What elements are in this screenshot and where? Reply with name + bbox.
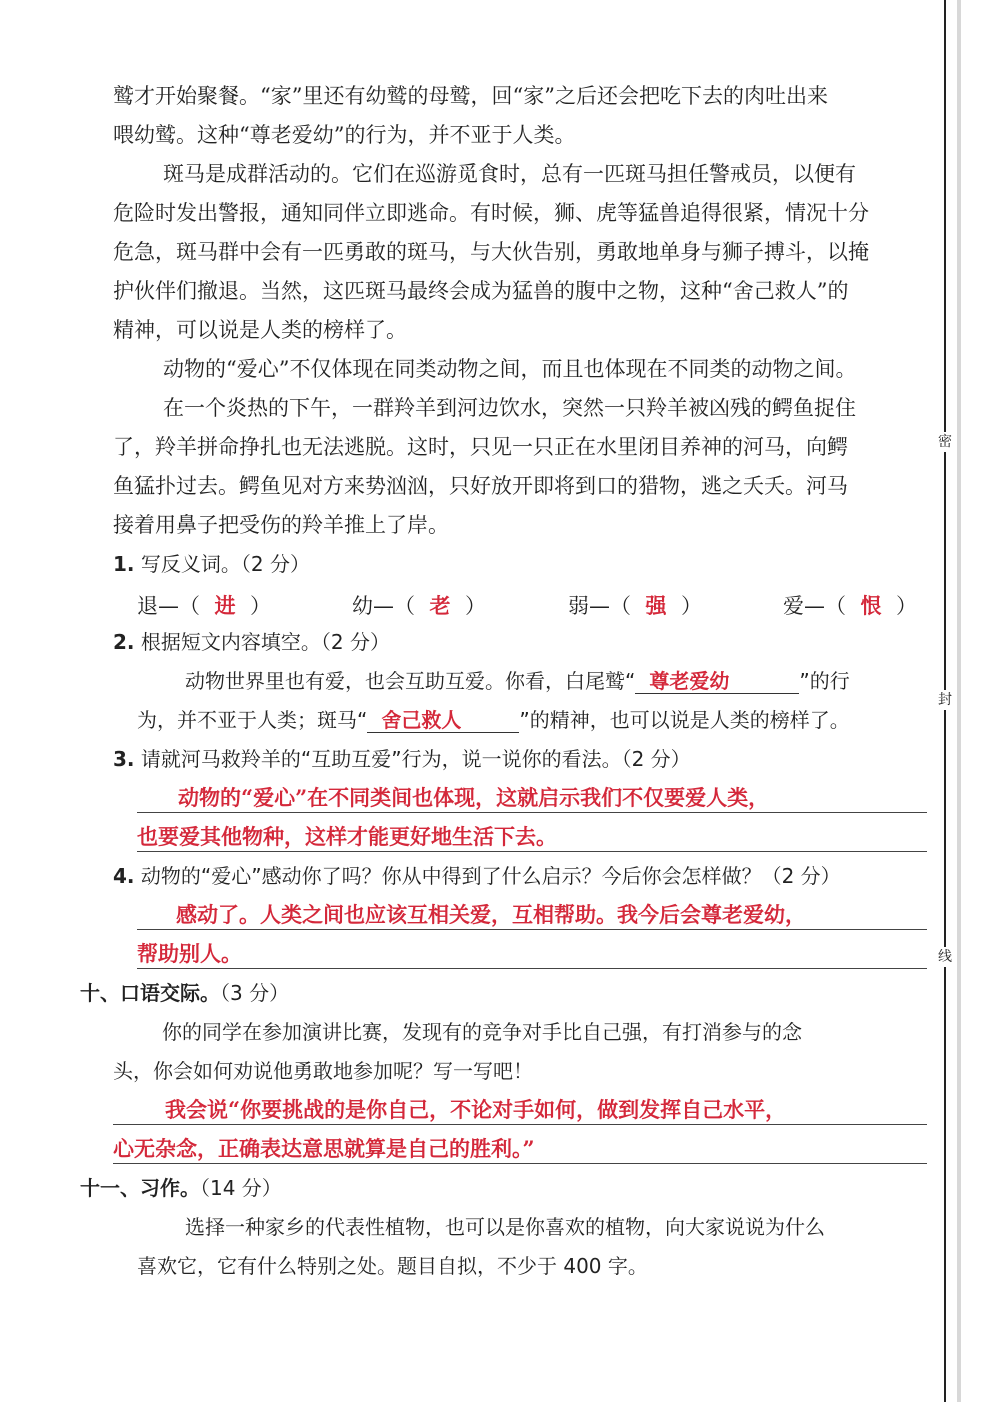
q2-prompt: [113, 630, 928, 654]
q2-line2-post: ”的精神，也可以说是人类的榜样了。: [519, 708, 850, 732]
q4-number: 4.: [113, 864, 135, 888]
antonym-word-3: 弱—（: [568, 594, 631, 618]
seal-mark-mi: 密: [935, 432, 955, 452]
section-10-answer-rule-1: [113, 1124, 927, 1125]
q1-number: 1.: [113, 552, 135, 576]
passage-line-6: 护伙伴们撤退。当然，这匹斑马最终会成为猛兽的腹中之物，这种“舍己救人”的: [113, 279, 849, 303]
q2-line2-pre: 为，并不亚于人类；斑马“: [137, 708, 368, 732]
antonym-pair-2: [352, 590, 486, 620]
section-10-answer-line-1[interactable]: 我会说“你要挑战的是你自己，不论对手如何，做到发挥自己水平，: [165, 1098, 787, 1122]
q4-answer-rule-1: [137, 929, 927, 930]
section-10-title: 十、口语交际。: [80, 981, 220, 1005]
antonym-pair-1: [137, 590, 271, 620]
section-10-answer-line-2[interactable]: 心无杂念，正确表达意思就算是自己的胜利。”: [113, 1137, 535, 1161]
antonym-pair-3: [568, 590, 702, 620]
passage-line-10: 了，羚羊拼命挣扎也无法逃脱。这时，只见一只正在水里闭目养神的河马，向鳄: [113, 435, 848, 459]
q1-prompt: [113, 552, 928, 576]
section-11-prompt-1: 选择一种家乡的代表性植物，也可以是你喜欢的植物，向大家说说为什么: [185, 1215, 825, 1239]
seal-mark-xian: 线: [935, 947, 955, 967]
q2-number: 2.: [113, 630, 135, 654]
passage-line-1: 鹫才开始聚餐。“家”里还有幼鹫的母鹫，回“家”之后还会把吃下去的肉吐出来: [113, 84, 828, 108]
section-11-title: 十一、习作。: [80, 1176, 200, 1200]
passage-line-12: 接着用鼻子把受伤的羚羊推上了岸。: [113, 513, 449, 537]
antonym-pair-4: [783, 590, 917, 620]
section-11-heading: [80, 1176, 895, 1200]
q2-text: 根据短文内容填空。（2 分）: [140, 630, 390, 654]
seal-mark-feng: 封: [935, 690, 955, 710]
antonym-word-4: 爱—（: [783, 594, 846, 618]
antonym-answer-3[interactable]: 强: [645, 594, 667, 618]
q3-answer-rule-1: [137, 812, 927, 813]
section-10-score: （3 分）: [220, 981, 290, 1005]
passage-line-5: 危急，斑马群中会有一匹勇敢的斑马，与大伙告别，勇敢地单身与狮子搏斗，以掩: [113, 240, 869, 264]
passage-line-7: 精神，可以说是人类的榜样了。: [113, 318, 407, 342]
antonym-close-2: ）: [465, 594, 486, 618]
passage-line-3: 斑马是成群活动的。它们在巡游觅食时，总有一匹斑马担任警戒员，以便有: [163, 162, 856, 186]
q4-answer-line-2[interactable]: 帮助别人。: [137, 942, 242, 966]
passage-line-4: 危险时发出警报，通知同伴立即逃命。有时候，狮、虎等猛兽追得很紧，情况十分: [113, 201, 869, 225]
q4-answer-rule-2: [137, 968, 927, 969]
q3-prompt: [113, 747, 928, 771]
section-10-heading: [80, 981, 895, 1005]
page-edge-shadow: [957, 0, 961, 1402]
q2-line1-pre: 动物世界里也有爱，也会互助互爱。你看，白尾鹫“: [185, 669, 636, 693]
antonym-close-3: ）: [681, 594, 702, 618]
q4-answer-line-1[interactable]: 感动了。人类之间也应该互相关爱，互相帮助。我今后会尊老爱幼，: [176, 903, 806, 927]
antonym-word-1: 退—（: [137, 594, 200, 618]
q3-answer-rule-2: [137, 851, 927, 852]
passage-line-2: 喂幼鹫。这种“尊老爱幼”的行为，并不亚于人类。: [113, 123, 576, 147]
antonym-answer-4[interactable]: 恨: [860, 594, 882, 618]
section-10-prompt-2: 头，你会如何劝说他勇敢地参加呢？写一写吧！: [113, 1059, 533, 1083]
antonym-close-4: ）: [896, 594, 917, 618]
antonym-close-1: ）: [250, 594, 271, 618]
q2-line1-post: ”的行: [799, 669, 850, 693]
antonym-answer-1[interactable]: 进: [214, 594, 236, 618]
q4-text: 动物的“爱心”感动你了吗？你从中得到了什么启示？今后你会怎样做？（2 分）: [140, 864, 841, 888]
antonym-answer-2[interactable]: 老: [429, 594, 451, 618]
antonym-word-2: 幼—（: [352, 594, 415, 618]
q3-number: 3.: [113, 747, 135, 771]
q4-prompt: [113, 864, 928, 888]
section-10-answer-rule-2: [113, 1163, 927, 1164]
passage-line-8: 动物的“爱心”不仅体现在同类动物之间，而且也体现在不同类的动物之间。: [163, 357, 857, 381]
q3-text: 请就河马救羚羊的“互助互爱”行为，说一说你的看法。（2 分）: [140, 747, 691, 771]
q1-text: 写反义词。（2 分）: [140, 552, 310, 576]
q2-answer-1[interactable]: 尊老爱幼: [635, 669, 799, 694]
passage-line-9: 在一个炎热的下午，一群羚羊到河边饮水，突然一只羚羊被凶残的鳄鱼捉住: [163, 396, 856, 420]
q3-answer-line-1[interactable]: 动物的“爱心”在不同类间也体现，这就启示我们不仅要爱人类，: [178, 786, 770, 810]
passage-line-11: 鱼猛扑过去。鳄鱼见对方来势汹汹，只好放开即将到口的猎物，逃之夭夭。河马: [113, 474, 848, 498]
q2-answer-2[interactable]: 舍己救人: [367, 708, 519, 733]
section-11-score: （14 分）: [200, 1176, 282, 1200]
section-10-prompt-1: 你的同学在参加演讲比赛，发现有的竞争对手比自己强，有打消参与的念: [162, 1020, 802, 1044]
q2-line-1: [185, 669, 930, 694]
section-11-prompt-2: 喜欢它，它有什么特别之处。题目自拟，不少于 400 字。: [137, 1254, 648, 1278]
q2-line-2: [137, 708, 930, 733]
q3-answer-line-2[interactable]: 也要爱其他物种，这样才能更好地生活下去。: [137, 825, 557, 849]
